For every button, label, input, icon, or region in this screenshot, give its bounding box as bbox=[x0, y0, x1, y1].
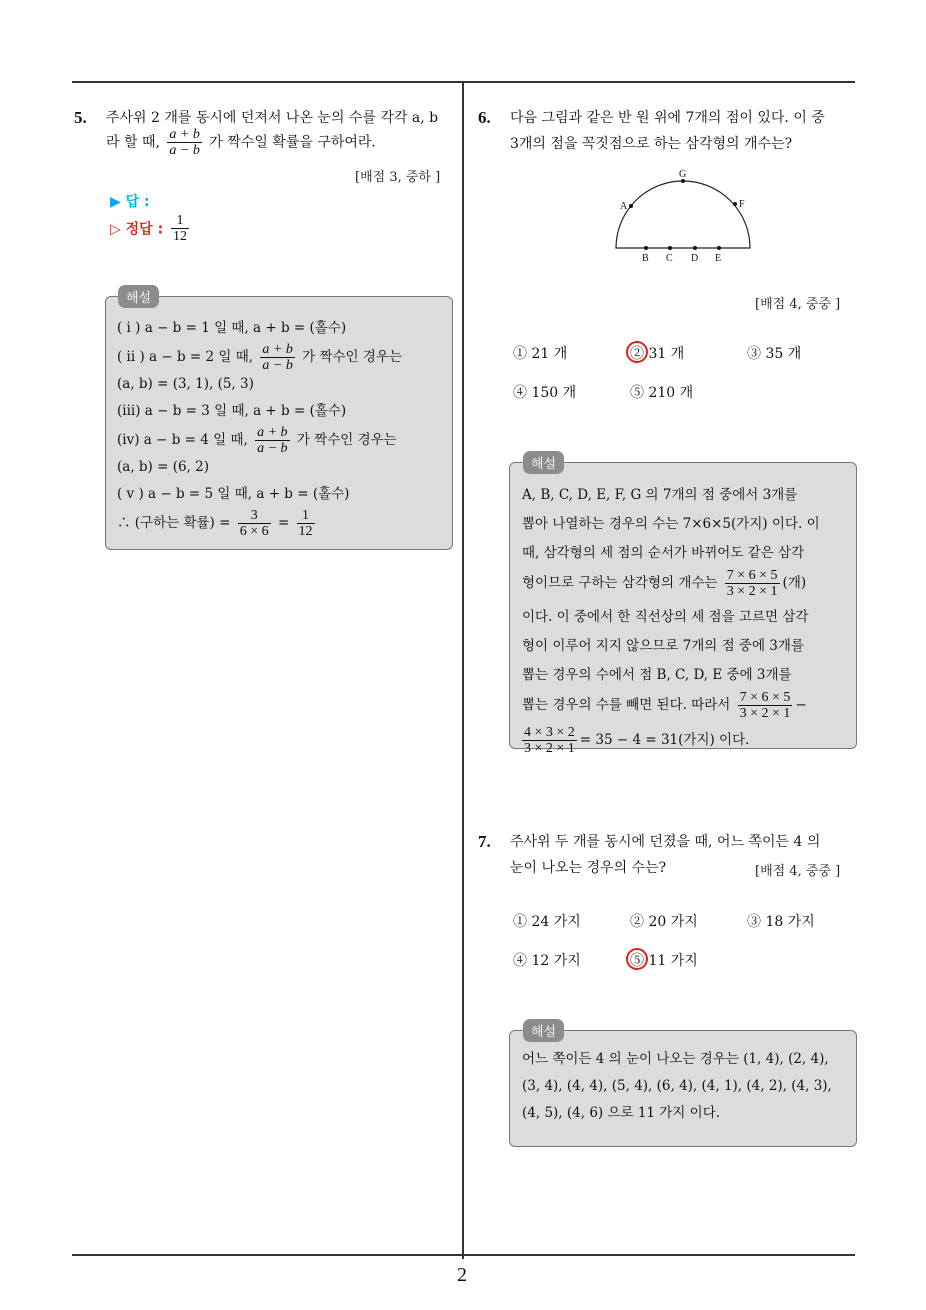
q5-line2-pre: 라 할 때, bbox=[106, 134, 160, 151]
q6-sol-line5: 이다. 이 중에서 한 직선상의 세 점을 고르면 삼각 bbox=[522, 609, 809, 625]
column-divider bbox=[462, 81, 464, 1259]
q6-sol-line8-den: 3 × 2 × 1 bbox=[739, 706, 791, 721]
q6-option-5[interactable]: ⑤ 210 개 bbox=[630, 385, 694, 401]
q5-sol-line5-pre: (iv) a − b = 4 일 때, bbox=[117, 432, 248, 448]
q6-sol-line4-fraction bbox=[725, 568, 780, 599]
q5-sol-line8-den2: 12 bbox=[298, 524, 313, 539]
q5-answer-label: ▶ 답 : bbox=[110, 194, 150, 210]
q5-sol-line2-fraction bbox=[260, 342, 294, 373]
q5-text-line2 bbox=[106, 127, 456, 158]
q5-sol-line2 bbox=[117, 342, 447, 371]
q6-sol-line9-fraction bbox=[522, 725, 577, 756]
q5-text-line1: 주사위 2 개를 동시에 던져서 나온 눈의 수를 각각 a, b bbox=[106, 110, 439, 126]
q6-label-a: A bbox=[620, 201, 628, 212]
q6-sol-line8-fraction bbox=[738, 690, 793, 721]
q7-sol-line1: 어느 쪽이든 4 의 눈이 나오는 경우는 (1, 4), (2, 4), bbox=[522, 1051, 829, 1067]
q7-solution-tag: 해설 bbox=[523, 1019, 564, 1042]
q6-sol-line3: 때, 삼각형의 세 점의 순서가 바뀌어도 같은 삼각 bbox=[522, 545, 805, 561]
q5-sol-line6: (a, b) = (6, 2) bbox=[117, 459, 209, 475]
q5-sol-line2-post: 가 짝수인 경우는 bbox=[302, 349, 402, 365]
q6-sol-line4-post: (개) bbox=[782, 575, 807, 591]
q5-sol-line8-fraction1 bbox=[238, 508, 271, 539]
q5-correct-answer bbox=[110, 213, 192, 244]
q5-correct-label: ▷ 정답 : bbox=[110, 221, 164, 238]
q6-point-d bbox=[693, 246, 697, 250]
q5-number: 5. bbox=[74, 108, 87, 127]
q5-correct-num: 1 bbox=[171, 213, 189, 229]
q5-sol-line8-eq: = bbox=[277, 515, 290, 531]
q6-semicircle-figure bbox=[600, 165, 770, 265]
q6-label-d: D bbox=[691, 253, 699, 264]
q6-label-e: E bbox=[715, 253, 722, 264]
q5-fraction bbox=[167, 127, 201, 158]
q6-solution-tag: 해설 bbox=[523, 451, 564, 474]
q5-score: [배점 3, 중하 ] bbox=[355, 170, 441, 185]
q7-sol-line2: (3, 4), (4, 4), (5, 4), (6, 4), (4, 1), (4, 2), (4, 3), bbox=[522, 1078, 832, 1094]
q6-semicircle-arc bbox=[616, 181, 750, 248]
q7-option-3[interactable]: ③ 18 가지 bbox=[747, 914, 815, 930]
q6-sol-line9 bbox=[522, 725, 852, 760]
q6-sol-line4 bbox=[522, 568, 852, 603]
q6-sol-line7: 뽑는 경우의 수에서 점 B, C, D, E 중에 3개를 bbox=[522, 667, 792, 683]
q5-sol-line8-den1: 6 × 6 bbox=[239, 524, 269, 539]
q6-sol-line4-den: 3 × 2 × 1 bbox=[726, 584, 778, 599]
q6-sol-line8-num: 7 × 6 × 5 bbox=[739, 690, 791, 705]
q7-text-line1: 주사위 두 개를 동시에 던졌을 때, 어느 쪽이든 4 의 bbox=[510, 834, 821, 850]
q6-option-3[interactable]: ③ 35 개 bbox=[747, 346, 802, 362]
q5-sol-line5 bbox=[117, 425, 447, 454]
q6-point-e bbox=[717, 246, 721, 250]
q6-text-line2: 3개의 점을 꼭짓점으로 하는 삼각형의 개수는? bbox=[510, 136, 793, 152]
q5-sol-line3: (a, b) = (3, 1), (5, 3) bbox=[117, 376, 254, 392]
q5-sol-line8-num1: 3 bbox=[238, 508, 271, 524]
q6-sol-line9-post: = 35 − 4 = 31(가지) 이다. bbox=[579, 732, 750, 748]
q5-sol-line1: ( i ) a − b = 1 일 때, a + b = (홀수) bbox=[117, 320, 347, 336]
q6-option-4[interactable]: ④ 150 개 bbox=[513, 385, 577, 401]
q6-text-line1: 다음 그림과 같은 반 원 위에 7개의 점이 있다. 이 중 bbox=[510, 110, 825, 126]
q7-text-line2: 눈이 나오는 경우의 수는? bbox=[510, 860, 667, 876]
q6-number: 6. bbox=[478, 108, 491, 127]
q6-sol-line9-den: 3 × 2 × 1 bbox=[524, 741, 575, 756]
q5-correct-den: 12 bbox=[173, 229, 188, 244]
page-number: 2 bbox=[457, 1264, 467, 1286]
q5-fraction-den: a − b bbox=[169, 143, 200, 158]
q5-solution-tag: 해설 bbox=[118, 285, 159, 308]
q5-sol-line8-num2: 1 bbox=[297, 508, 315, 524]
q6-point-b bbox=[644, 246, 648, 250]
q6-option-2[interactable]: ② 31 개 bbox=[630, 346, 685, 362]
q7-score: [배점 4, 중중 ] bbox=[755, 864, 841, 879]
q5-sol-line2-pre: ( ii ) a − b = 2 일 때, bbox=[117, 349, 254, 365]
q5-sol-line5-post: 가 짝수인 경우는 bbox=[296, 432, 397, 448]
q7-option-1[interactable]: ① 24 가지 bbox=[513, 914, 581, 930]
q7-selected-mark bbox=[626, 948, 648, 970]
q6-point-c bbox=[668, 246, 672, 250]
q5-solution-text bbox=[117, 315, 447, 539]
q6-label-b: B bbox=[642, 253, 649, 264]
q6-score: [배점 4, 중중 ] bbox=[755, 297, 841, 312]
q5-line2-post: 가 짝수일 확률을 구하여라. bbox=[209, 134, 376, 151]
q6-sol-line9-num: 4 × 3 × 2 bbox=[524, 725, 575, 740]
q6-label-g: G bbox=[679, 169, 687, 180]
q5-sol-line7: ( v ) a − b = 5 일 때, a + b = (홀수) bbox=[117, 486, 350, 502]
q5-sol-line2-den: a − b bbox=[262, 358, 293, 373]
q5-sol-line5-fraction bbox=[255, 425, 289, 456]
q5-sol-line8-pre: ∴ (구하는 확률) = bbox=[117, 515, 231, 531]
q5-sol-line5-num: a + b bbox=[257, 425, 288, 440]
q6-sol-line2: 뽑아 나열하는 경우의 수는 7×6×5(가지) 이다. 이 bbox=[522, 516, 820, 532]
q5-sol-line8-fraction2 bbox=[297, 508, 315, 539]
q6-sol-line6: 형이 이루어 지지 않으므로 7개의 점 중에 3개를 bbox=[522, 638, 804, 654]
top-rule bbox=[72, 81, 855, 83]
q6-point-f bbox=[733, 202, 737, 206]
q5-correct-fraction bbox=[171, 213, 189, 244]
q6-solution-text bbox=[522, 481, 852, 760]
q5-sol-line4: (iii) a − b = 3 일 때, a + b = (홀수) bbox=[117, 403, 347, 419]
q5-sol-line5-den: a − b bbox=[257, 441, 288, 456]
q7-option-5[interactable]: ⑤ 11 가지 bbox=[630, 953, 698, 969]
q7-option-2[interactable]: ② 20 가지 bbox=[630, 914, 698, 930]
q6-label-f: F bbox=[739, 199, 745, 210]
q5-sol-line8 bbox=[117, 508, 447, 539]
q6-label-c: C bbox=[666, 253, 673, 264]
q6-sol-line4-num: 7 × 6 × 5 bbox=[726, 568, 778, 583]
q6-sol-line8 bbox=[522, 690, 852, 725]
q6-sol-line8-post: − bbox=[795, 697, 807, 713]
q7-option-4[interactable]: ④ 12 가지 bbox=[513, 953, 581, 969]
q6-sol-line4-pre: 형이므로 구하는 삼각형의 개수는 bbox=[522, 575, 718, 591]
q5-sol-line2-num: a + b bbox=[262, 342, 293, 357]
q7-sol-line3: (4, 5), (4, 6) 으로 11 가지 이다. bbox=[522, 1105, 721, 1121]
q6-sol-line1: A, B, C, D, E, F, G 의 7개의 점 중에서 3개를 bbox=[522, 487, 798, 503]
q6-sol-line8-pre: 뽑는 경우의 수를 빼면 된다. 따라서 bbox=[522, 697, 731, 713]
q5-fraction-num: a + b bbox=[169, 127, 200, 142]
q6-option-1[interactable]: ① 21 개 bbox=[513, 346, 568, 362]
q7-solution-text bbox=[522, 1046, 852, 1127]
bottom-rule bbox=[72, 1254, 855, 1256]
q6-point-a bbox=[629, 204, 633, 208]
q6-selected-mark bbox=[626, 341, 648, 363]
q7-number: 7. bbox=[478, 832, 491, 851]
